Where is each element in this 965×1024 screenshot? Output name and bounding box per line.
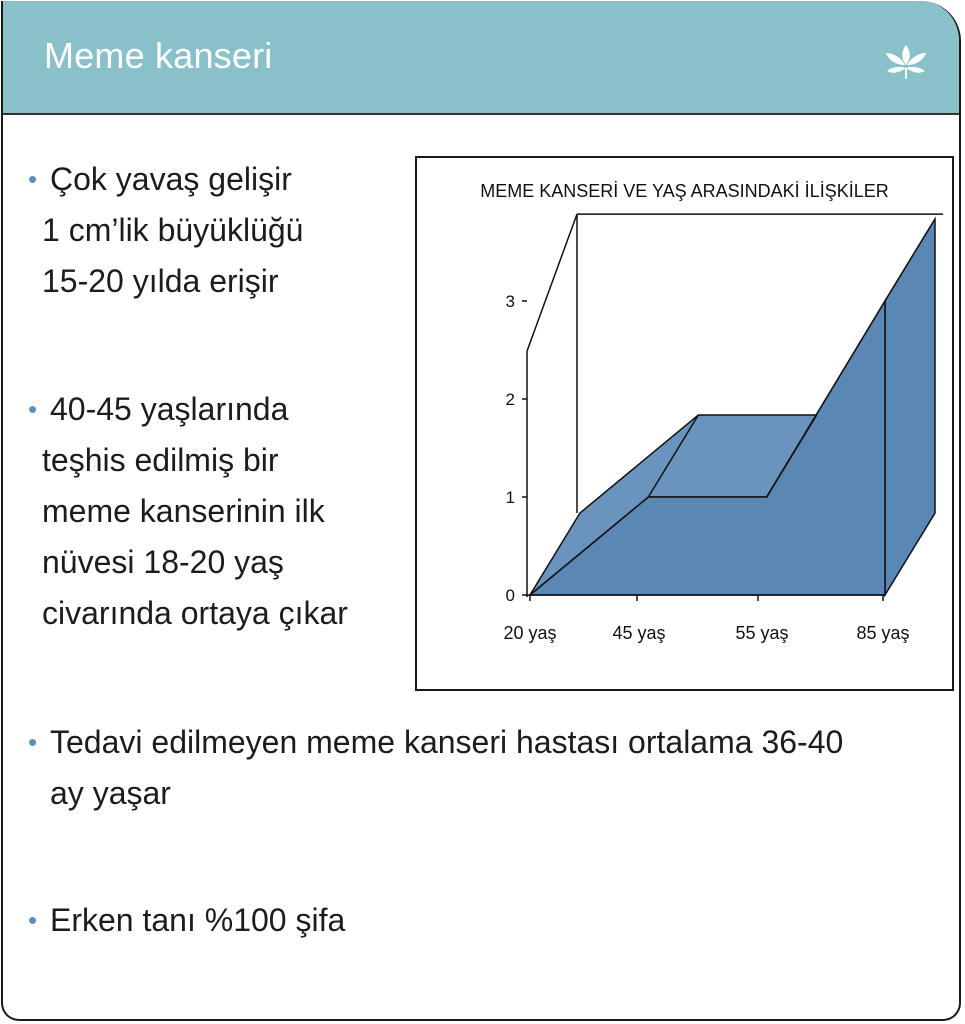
bullet-growth bbox=[28, 154, 390, 307]
y-tick-label: 0 bbox=[505, 586, 515, 605]
bullet-line: 1 cm’lik büyüklüğü bbox=[42, 212, 304, 248]
x-tick-label: 55 yaş bbox=[735, 623, 789, 643]
bullet-line: 15-20 yılda erişir bbox=[42, 263, 279, 299]
bullet-line: 40-45 yaşlarında bbox=[50, 391, 289, 427]
bullet-line: Erken tanı %100 şifa bbox=[50, 902, 346, 938]
y-tick-label: 1 bbox=[505, 488, 515, 507]
x-tick-label: 45 yaş bbox=[612, 623, 666, 643]
bullet-dot: • bbox=[28, 394, 38, 424]
bullet-untreated bbox=[28, 717, 950, 819]
y-tick-label: 2 bbox=[505, 390, 515, 409]
chart-container bbox=[415, 156, 954, 691]
leaf-flower-icon bbox=[883, 41, 929, 81]
y-tick-label: 3 bbox=[505, 292, 515, 311]
bullet-line: Tedavi edilmeyen meme kanseri hastası ortalama 36-40 bbox=[50, 724, 844, 760]
side-wall-top bbox=[527, 214, 577, 351]
bullet-line: ay yaşar bbox=[50, 775, 171, 811]
bullet-dot: • bbox=[28, 727, 38, 757]
bullet-line: civarında ortaya çıkar bbox=[42, 595, 348, 631]
bullet-line: teşhis edilmiş bir bbox=[42, 442, 279, 478]
x-tick-label: 85 yaş bbox=[856, 623, 910, 643]
x-tick-label: 20 yaş bbox=[503, 623, 557, 643]
bullet-dot: • bbox=[28, 905, 38, 935]
bullet-line: meme kanserinin ilk bbox=[42, 493, 325, 529]
area-end-face bbox=[885, 219, 935, 595]
header-bar bbox=[3, 1, 959, 115]
chart-title: MEME KANSERİ VE YAŞ ARASINDAKİ İLİŞKİLER bbox=[480, 181, 889, 201]
bullet-line: Çok yavaş gelişir bbox=[50, 161, 292, 197]
bullet-line: nüvesi 18-20 yaş bbox=[42, 544, 284, 580]
bullet-dot: • bbox=[28, 164, 38, 194]
bullet-diagnosis-age bbox=[28, 384, 390, 639]
bullet-early-diagnosis bbox=[28, 895, 950, 946]
area-chart-3d bbox=[417, 158, 952, 689]
slide-card bbox=[1, 1, 961, 1021]
page-title: Meme kanseri bbox=[44, 35, 273, 76]
